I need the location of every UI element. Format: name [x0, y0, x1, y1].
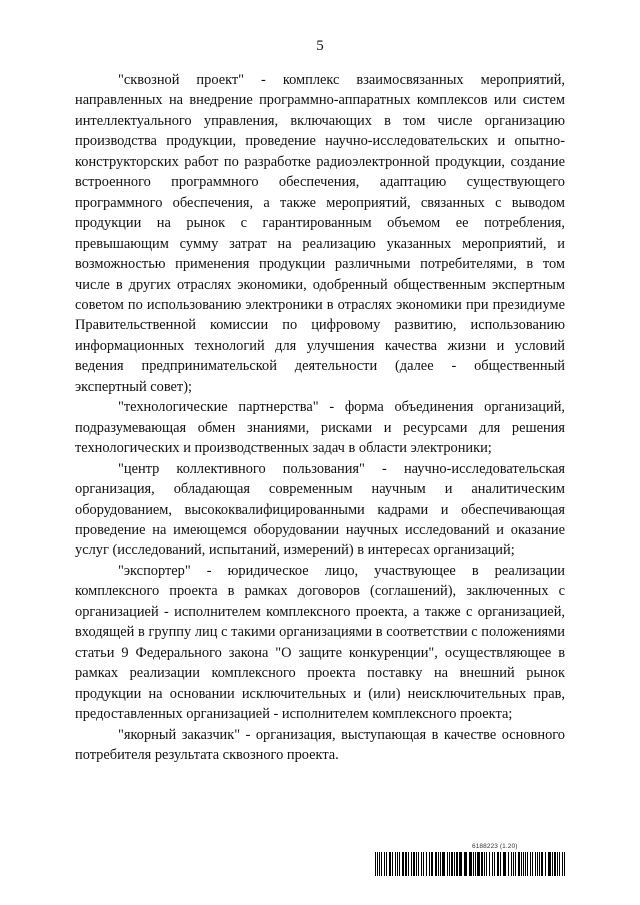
barcode: [375, 852, 565, 876]
definition-paragraph: "якорный заказчик" - организация, выступающая в качестве основного потребителя результата сквозного проекта.: [75, 726, 565, 763]
definition-paragraph: "сквозной проект" - комплекс взаимосвязанных мероприятий, направленных на внедрение программно-аппаратных комплексов или систем интеллектуального управления, включающих в том числе организацию производства продукции, проведение научно-исследовательских и опытно-конструкторских работ по разработке радиоэлектронной продукции, создание встроенного программного обеспечения, адаптацию существующего программного обеспечения, а также мероприятий, связанных с выводом продукции на рынок с гарантированным объемом ее потребления, превышающим сумму затрат на реализацию указанных мероприятий, и возможностью применения продукции различными потребителями, в том числе в других отраслях экономики, одобренный общественным экспертным советом по использованию электроники в отраслях экономики при президиуме Правительственной комиссии по цифровому развитию, использованию информационных технологий для улучшения качества жизни и условий ведения предпринимательской деятельности (далее - общественный экспертный совет);: [75, 72, 565, 395]
document-code: 6188223 (1.20): [472, 843, 518, 850]
page-number: 5: [316, 38, 324, 54]
definition-paragraph: "технологические партнерства" - форма объединения организаций, подразумевающая обмен знаниями, рисками и ресурсами для решения технологических и производственных задач в области электроники;: [75, 399, 565, 457]
document-body: [75, 70, 565, 765]
definition-paragraph: "центр коллективного пользования" - научно-исследовательская организация, обладающая современным научным и аналитическим оборудованием, высококвалифицированными кадрами и обеспечивающая проведение на имеющемся оборудовании научных исследований и оказание услуг (исследований, испытаний, измерений) в интересах организаций;: [75, 460, 565, 559]
definition-paragraph: "экспортер" - юридическое лицо, участвующее в реализации комплексного проекта в рамках договоров (соглашений), заключенных с организацией - исполнителем комплексного проекта, а также с организацией, входящей в группу лиц с такими организациями в соответствии с положениями статьи 9 Федерального закона "О защите конкуренции", осуществляющее в рамках реализации комплексного проекта поставку на внешний рынок продукции на основании исключительных и (или) неисключительных прав, предоставленных организацией - исполнителем комплексного проекта;: [75, 562, 565, 723]
